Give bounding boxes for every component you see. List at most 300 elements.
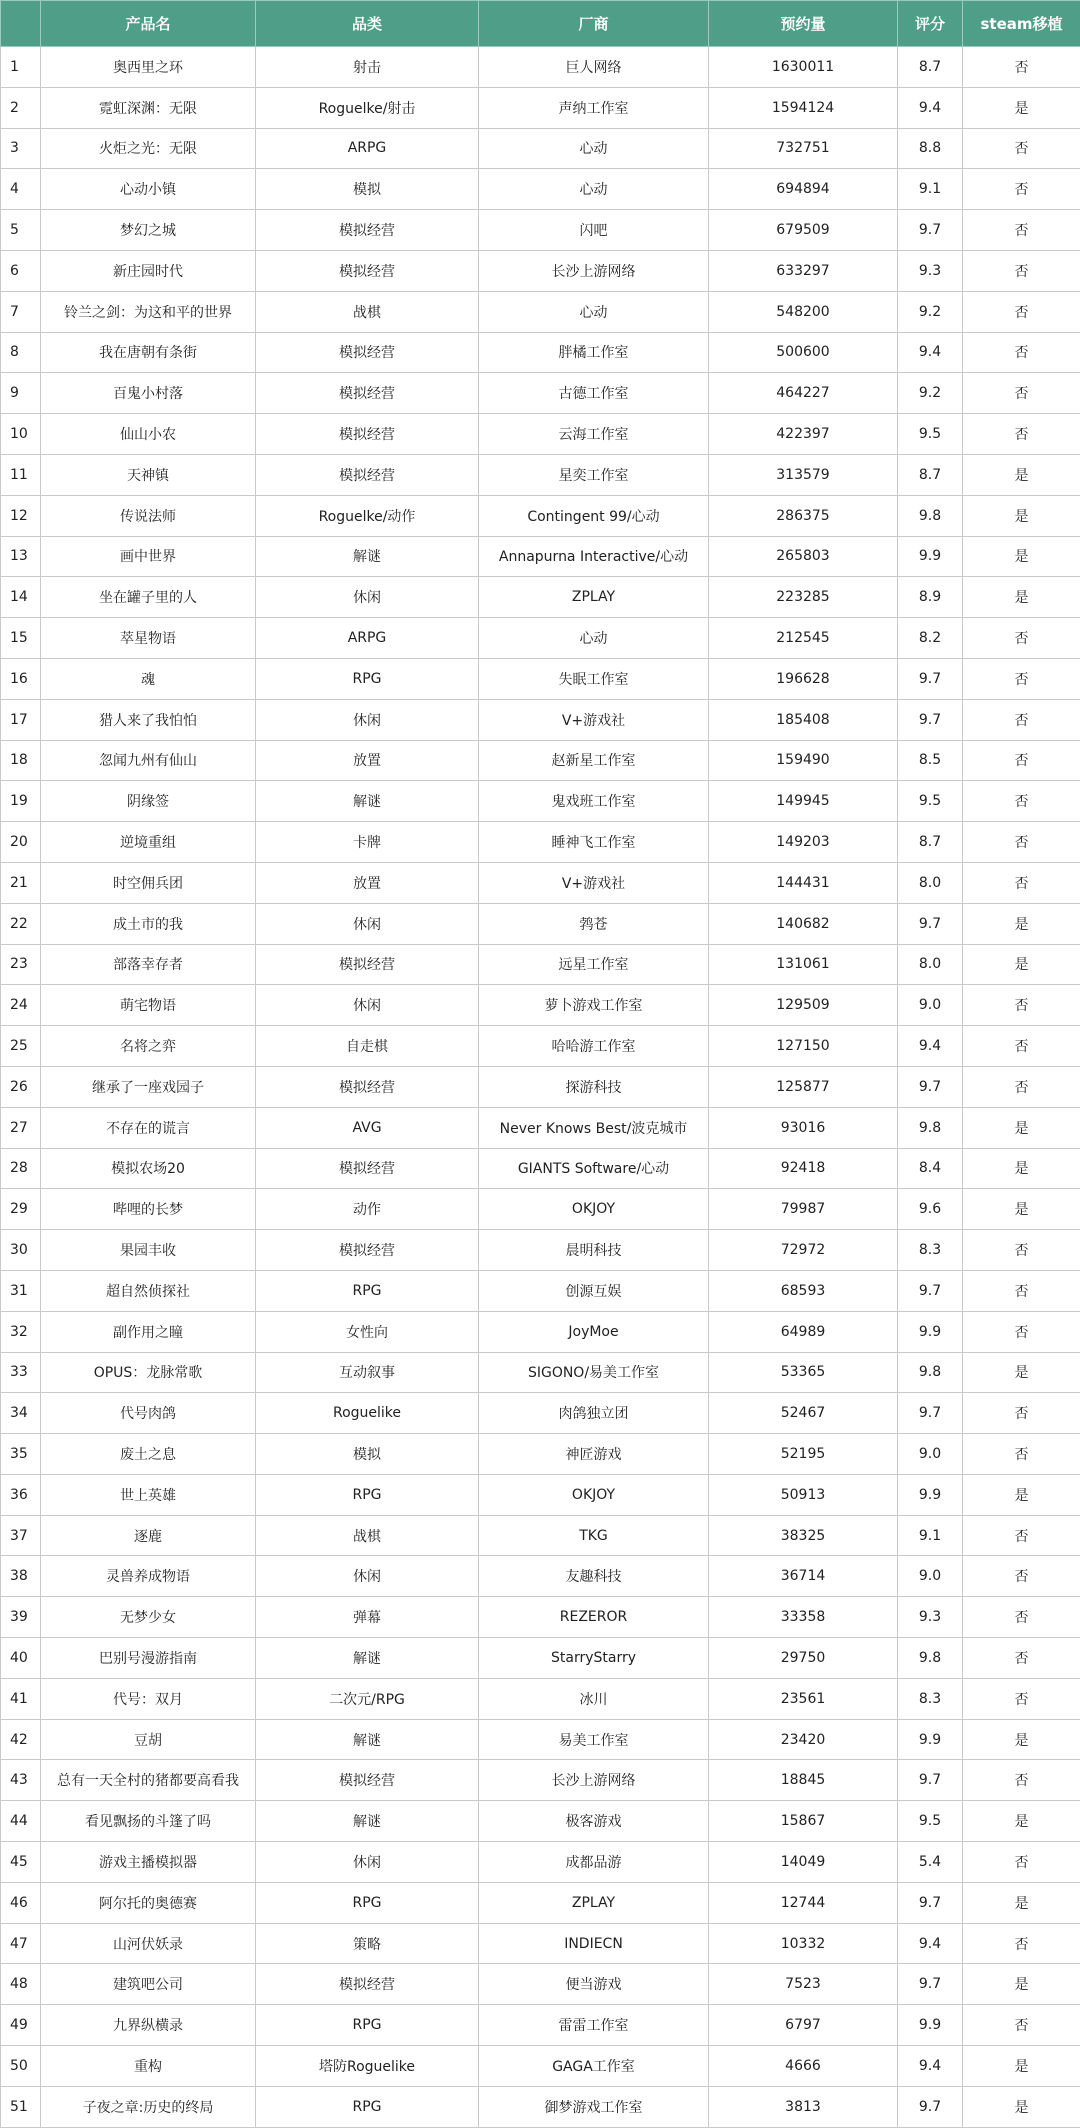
cell-vendor: 肉鸽独立团 [479,1393,709,1434]
cell-steam-port: 否 [963,862,1080,903]
table-row[interactable] [1,1842,1080,1883]
cell-score: 9.0 [898,985,963,1026]
cell-index: 47 [1,1923,41,1964]
cell-vendor: 易美工作室 [479,1719,709,1760]
table-row[interactable] [1,1148,1080,1189]
cell-category: 模拟经营 [256,1066,479,1107]
cell-score: 9.3 [898,250,963,291]
table-row[interactable] [1,1923,1080,1964]
table-row[interactable] [1,1352,1080,1393]
cell-vendor: 成都品游 [479,1842,709,1883]
cell-category: Roguelike [256,1393,479,1434]
cell-vendor: 闪吧 [479,210,709,251]
header-vendor[interactable]: 厂商 [479,1,709,47]
table-row[interactable] [1,210,1080,251]
table-row[interactable] [1,1760,1080,1801]
cell-index: 26 [1,1066,41,1107]
cell-steam-port: 是 [963,1352,1080,1393]
cell-score: 9.7 [898,1393,963,1434]
cell-reservations: 422397 [709,414,898,455]
cell-steam-port: 否 [963,1066,1080,1107]
cell-category: 模拟经营 [256,1230,479,1271]
cell-index: 25 [1,1026,41,1067]
cell-vendor: 长沙上游网络 [479,250,709,291]
table-row[interactable] [1,454,1080,495]
cell-steam-port: 是 [963,1964,1080,2005]
cell-category: 动作 [256,1189,479,1230]
cell-index: 35 [1,1434,41,1475]
cell-vendor: ZPLAY [479,577,709,618]
cell-score: 9.4 [898,1026,963,1067]
table-row[interactable] [1,47,1080,88]
cell-reservations: 464227 [709,373,898,414]
table-row[interactable] [1,1311,1080,1352]
cell-score: 9.7 [898,1882,963,1923]
table-row[interactable] [1,1026,1080,1067]
cell-score: 9.8 [898,1107,963,1148]
cell-vendor: 友趣科技 [479,1556,709,1597]
cell-score: 9.7 [898,1760,963,1801]
table-row[interactable] [1,1597,1080,1638]
table-row[interactable] [1,1515,1080,1556]
cell-steam-port: 否 [963,1026,1080,1067]
cell-vendor: TKG [479,1515,709,1556]
cell-vendor: 鹁苍 [479,903,709,944]
cell-category: RPG [256,1882,479,1923]
table-row[interactable] [1,781,1080,822]
cell-vendor: 巨人网络 [479,47,709,88]
cell-vendor: 星奕工作室 [479,454,709,495]
header-steam-port[interactable]: steam移植 [963,1,1080,47]
table-row[interactable] [1,1393,1080,1434]
cell-reservations: 679509 [709,210,898,251]
header-index[interactable] [1,1,41,47]
table-row[interactable] [1,944,1080,985]
cell-reservations: 12744 [709,1882,898,1923]
table-row[interactable] [1,1719,1080,1760]
cell-vendor: OKJOY [479,1189,709,1230]
cell-reservations: 125877 [709,1066,898,1107]
table-row[interactable] [1,250,1080,291]
cell-product-name: 世上英雄 [41,1474,256,1515]
cell-score: 9.9 [898,1474,963,1515]
table-row[interactable] [1,740,1080,781]
cell-reservations: 196628 [709,658,898,699]
cell-index: 6 [1,250,41,291]
cell-reservations: 140682 [709,903,898,944]
cell-category: 模拟 [256,169,479,210]
cell-reservations: 144431 [709,862,898,903]
cell-vendor: GAGA工作室 [479,2046,709,2087]
cell-category: 休闲 [256,1556,479,1597]
table-row[interactable] [1,2005,1080,2046]
cell-steam-port: 否 [963,2005,1080,2046]
cell-reservations: 185408 [709,699,898,740]
cell-reservations: 1630011 [709,47,898,88]
cell-score: 9.6 [898,1189,963,1230]
cell-reservations: 265803 [709,536,898,577]
table-row[interactable] [1,1882,1080,1923]
table-row[interactable] [1,1066,1080,1107]
cell-category: 解谜 [256,1719,479,1760]
cell-steam-port: 否 [963,1270,1080,1311]
table-row[interactable] [1,618,1080,659]
cell-index: 45 [1,1842,41,1883]
cell-product-name: 九界纵横录 [41,2005,256,2046]
cell-index: 12 [1,495,41,536]
cell-index: 20 [1,822,41,863]
cell-product-name: 阴缘签 [41,781,256,822]
cell-score: 8.9 [898,577,963,618]
cell-reservations: 129509 [709,985,898,1026]
cell-category: 模拟经营 [256,210,479,251]
cell-category: 模拟经营 [256,1760,479,1801]
cell-product-name: 看见飘扬的斗篷了吗 [41,1801,256,1842]
cell-vendor: Never Knows Best/波克城市 [479,1107,709,1148]
cell-product-name: 逐鹿 [41,1515,256,1556]
cell-index: 9 [1,373,41,414]
cell-category: 模拟经营 [256,373,479,414]
cell-product-name: 传说法师 [41,495,256,536]
cell-category: 模拟经营 [256,454,479,495]
cell-product-name: 梦幻之城 [41,210,256,251]
cell-index: 41 [1,1678,41,1719]
cell-steam-port: 是 [963,1801,1080,1842]
table-row[interactable] [1,1556,1080,1597]
table-row[interactable] [1,577,1080,618]
cell-index: 7 [1,291,41,332]
table-row[interactable] [1,903,1080,944]
cell-category: 弹幕 [256,1597,479,1638]
cell-product-name: 逆境重组 [41,822,256,863]
cell-score: 9.4 [898,1923,963,1964]
cell-vendor: OKJOY [479,1474,709,1515]
cell-product-name: 时空佣兵团 [41,862,256,903]
cell-vendor: 胖橘工作室 [479,332,709,373]
cell-steam-port: 是 [963,536,1080,577]
cell-index: 38 [1,1556,41,1597]
header-category[interactable]: 品类 [256,1,479,47]
cell-index: 44 [1,1801,41,1842]
cell-score: 9.7 [898,1066,963,1107]
cell-product-name: 心动小镇 [41,169,256,210]
cell-score: 9.7 [898,2086,963,2127]
cell-vendor: 声纳工作室 [479,87,709,128]
cell-vendor: 鬼戏班工作室 [479,781,709,822]
cell-category: 塔防Roguelike [256,2046,479,2087]
cell-vendor: 便当游戏 [479,1964,709,2005]
cell-vendor: 哈哈游工作室 [479,1026,709,1067]
cell-steam-port: 否 [963,332,1080,373]
cell-steam-port: 否 [963,1230,1080,1271]
cell-category: 模拟经营 [256,332,479,373]
cell-score: 9.9 [898,1719,963,1760]
cell-steam-port: 否 [963,1638,1080,1679]
cell-score: 8.0 [898,944,963,985]
cell-category: 休闲 [256,985,479,1026]
cell-product-name: 天神镇 [41,454,256,495]
cell-index: 15 [1,618,41,659]
cell-steam-port: 是 [963,944,1080,985]
cell-index: 40 [1,1638,41,1679]
cell-reservations: 223285 [709,577,898,618]
cell-score: 9.7 [898,658,963,699]
cell-reservations: 3813 [709,2086,898,2127]
cell-steam-port: 是 [963,2086,1080,2127]
cell-vendor: 心动 [479,169,709,210]
cell-steam-port: 否 [963,414,1080,455]
table-row[interactable] [1,1107,1080,1148]
cell-category: 解谜 [256,536,479,577]
cell-steam-port: 否 [963,250,1080,291]
cell-product-name: 奥西里之环 [41,47,256,88]
cell-index: 24 [1,985,41,1026]
cell-category: 策略 [256,1923,479,1964]
cell-reservations: 131061 [709,944,898,985]
cell-reservations: 500600 [709,332,898,373]
cell-product-name: 灵兽养成物语 [41,1556,256,1597]
cell-reservations: 732751 [709,128,898,169]
cell-steam-port: 是 [963,1148,1080,1189]
cell-index: 51 [1,2086,41,2127]
table-header [1,1,1080,47]
table-row[interactable] [1,1474,1080,1515]
cell-index: 4 [1,169,41,210]
cell-product-name: 超自然侦探社 [41,1270,256,1311]
cell-index: 43 [1,1760,41,1801]
table-row[interactable] [1,2046,1080,2087]
cell-index: 17 [1,699,41,740]
cell-steam-port: 是 [963,2046,1080,2087]
cell-index: 32 [1,1311,41,1352]
cell-category: 战棋 [256,291,479,332]
cell-product-name: 魂 [41,658,256,699]
table-row[interactable] [1,1434,1080,1475]
cell-vendor: GIANTS Software/心动 [479,1148,709,1189]
cell-score: 9.7 [898,1270,963,1311]
cell-score: 9.1 [898,1515,963,1556]
table-row[interactable] [1,1964,1080,2005]
table-row[interactable] [1,332,1080,373]
table-row[interactable] [1,169,1080,210]
cell-index: 22 [1,903,41,944]
cell-steam-port: 否 [963,822,1080,863]
table-row[interactable] [1,1638,1080,1679]
cell-index: 13 [1,536,41,577]
cell-reservations: 29750 [709,1638,898,1679]
cell-index: 28 [1,1148,41,1189]
cell-category: 自走棋 [256,1026,479,1067]
cell-steam-port: 否 [963,699,1080,740]
cell-steam-port: 是 [963,1189,1080,1230]
cell-vendor: 远星工作室 [479,944,709,985]
cell-steam-port: 是 [963,903,1080,944]
cell-product-name: 部落幸存者 [41,944,256,985]
cell-category: 休闲 [256,577,479,618]
cell-steam-port: 是 [963,1107,1080,1148]
table-body [1,47,1080,2128]
cell-reservations: 159490 [709,740,898,781]
cell-category: 模拟经营 [256,250,479,291]
cell-product-name: 画中世界 [41,536,256,577]
cell-reservations: 79987 [709,1189,898,1230]
cell-score: 8.4 [898,1148,963,1189]
cell-vendor: 萝卜游戏工作室 [479,985,709,1026]
cell-score: 8.7 [898,47,963,88]
cell-product-name: 新庄园时代 [41,250,256,291]
cell-score: 9.7 [898,903,963,944]
table-row[interactable] [1,1270,1080,1311]
cell-score: 9.9 [898,536,963,577]
cell-reservations: 68593 [709,1270,898,1311]
table-row[interactable] [1,699,1080,740]
cell-score: 9.7 [898,210,963,251]
cell-vendor: 失眠工作室 [479,658,709,699]
cell-vendor: 神匠游戏 [479,1434,709,1475]
cell-index: 29 [1,1189,41,1230]
cell-product-name: 猎人来了我怕怕 [41,699,256,740]
table-row[interactable] [1,1230,1080,1271]
cell-steam-port: 否 [963,658,1080,699]
cell-score: 9.5 [898,414,963,455]
header-score[interactable]: 评分 [898,1,963,47]
cell-product-name: 阿尔托的奥德赛 [41,1882,256,1923]
cell-score: 9.7 [898,1964,963,2005]
cell-product-name: 副作用之瞳 [41,1311,256,1352]
table-row[interactable] [1,128,1080,169]
cell-category: 模拟 [256,1434,479,1475]
cell-product-name: 废土之息 [41,1434,256,1475]
cell-reservations: 548200 [709,291,898,332]
cell-product-name: 不存在的谎言 [41,1107,256,1148]
cell-index: 1 [1,47,41,88]
cell-steam-port: 否 [963,128,1080,169]
cell-product-name: OPUS：龙脉常歌 [41,1352,256,1393]
cell-product-name: 成土市的我 [41,903,256,944]
cell-product-name: 模拟农场20 [41,1148,256,1189]
cell-reservations: 7523 [709,1964,898,2005]
cell-product-name: 我在唐朝有条街 [41,332,256,373]
table-row[interactable] [1,2086,1080,2127]
cell-index: 16 [1,658,41,699]
cell-category: 卡牌 [256,822,479,863]
cell-index: 2 [1,87,41,128]
cell-category: 休闲 [256,903,479,944]
cell-category: 模拟经营 [256,1148,479,1189]
cell-score: 9.2 [898,373,963,414]
cell-product-name: 萌宅物语 [41,985,256,1026]
cell-index: 27 [1,1107,41,1148]
cell-product-name: 继承了一座戏园子 [41,1066,256,1107]
table-row[interactable] [1,87,1080,128]
cell-vendor: 探游科技 [479,1066,709,1107]
cell-product-name: 铃兰之剑：为这和平的世界 [41,291,256,332]
cell-category: 放置 [256,740,479,781]
cell-score: 8.3 [898,1230,963,1271]
cell-score: 8.8 [898,128,963,169]
cell-vendor: 睡神飞工作室 [479,822,709,863]
cell-index: 21 [1,862,41,903]
cell-category: 战棋 [256,1515,479,1556]
cell-score: 9.9 [898,1311,963,1352]
cell-category: 射击 [256,47,479,88]
cell-score: 9.4 [898,87,963,128]
cell-product-name: 哔哩的长梦 [41,1189,256,1230]
cell-category: 解谜 [256,1638,479,1679]
cell-vendor: 心动 [479,618,709,659]
cell-category: RPG [256,1474,479,1515]
cell-index: 37 [1,1515,41,1556]
cell-vendor: REZEROR [479,1597,709,1638]
cell-category: 解谜 [256,1801,479,1842]
cell-category: Roguelke/动作 [256,495,479,536]
cell-product-name: 巴别号漫游指南 [41,1638,256,1679]
cell-category: 休闲 [256,699,479,740]
cell-score: 9.5 [898,1801,963,1842]
cell-product-name: 游戏主播模拟器 [41,1842,256,1883]
cell-index: 48 [1,1964,41,2005]
cell-vendor: StarryStarry [479,1638,709,1679]
cell-category: RPG [256,2005,479,2046]
cell-steam-port: 否 [963,291,1080,332]
table-row[interactable] [1,495,1080,536]
cell-reservations: 149203 [709,822,898,863]
table-row[interactable] [1,536,1080,577]
table-row[interactable] [1,1678,1080,1719]
cell-steam-port: 否 [963,985,1080,1026]
table-row[interactable] [1,1189,1080,1230]
cell-steam-port: 是 [963,87,1080,128]
cell-product-name: 子夜之章:历史的终局 [41,2086,256,2127]
cell-steam-port: 否 [963,1842,1080,1883]
cell-index: 49 [1,2005,41,2046]
cell-steam-port: 否 [963,781,1080,822]
cell-category: RPG [256,2086,479,2127]
header-reservations[interactable]: 预约量 [709,1,898,47]
cell-product-name: 代号肉鸽 [41,1393,256,1434]
cell-category: 模拟经营 [256,1964,479,2005]
cell-vendor: 晨明科技 [479,1230,709,1271]
table-row[interactable] [1,822,1080,863]
cell-score: 9.9 [898,2005,963,2046]
cell-score: 8.0 [898,862,963,903]
cell-index: 3 [1,128,41,169]
cell-product-name: 豆胡 [41,1719,256,1760]
table-row[interactable] [1,985,1080,1026]
table-row[interactable] [1,373,1080,414]
cell-vendor: SIGONO/易美工作室 [479,1352,709,1393]
table-row[interactable] [1,414,1080,455]
cell-vendor: Contingent 99/心动 [479,495,709,536]
cell-score: 9.5 [898,781,963,822]
cell-steam-port: 是 [963,1882,1080,1923]
cell-product-name: 重构 [41,2046,256,2087]
cell-vendor: 冰川 [479,1678,709,1719]
cell-category: ARPG [256,128,479,169]
cell-category: 二次元/RPG [256,1678,479,1719]
table-row[interactable] [1,862,1080,903]
cell-category: 休闲 [256,1842,479,1883]
cell-category: Roguelke/射击 [256,87,479,128]
cell-reservations: 53365 [709,1352,898,1393]
cell-score: 5.4 [898,1842,963,1883]
cell-vendor: INDIECN [479,1923,709,1964]
table-row[interactable] [1,1801,1080,1842]
cell-vendor: 雷雷工作室 [479,2005,709,2046]
header-product-name[interactable]: 产品名 [41,1,256,47]
table-row[interactable] [1,658,1080,699]
table-row[interactable] [1,291,1080,332]
